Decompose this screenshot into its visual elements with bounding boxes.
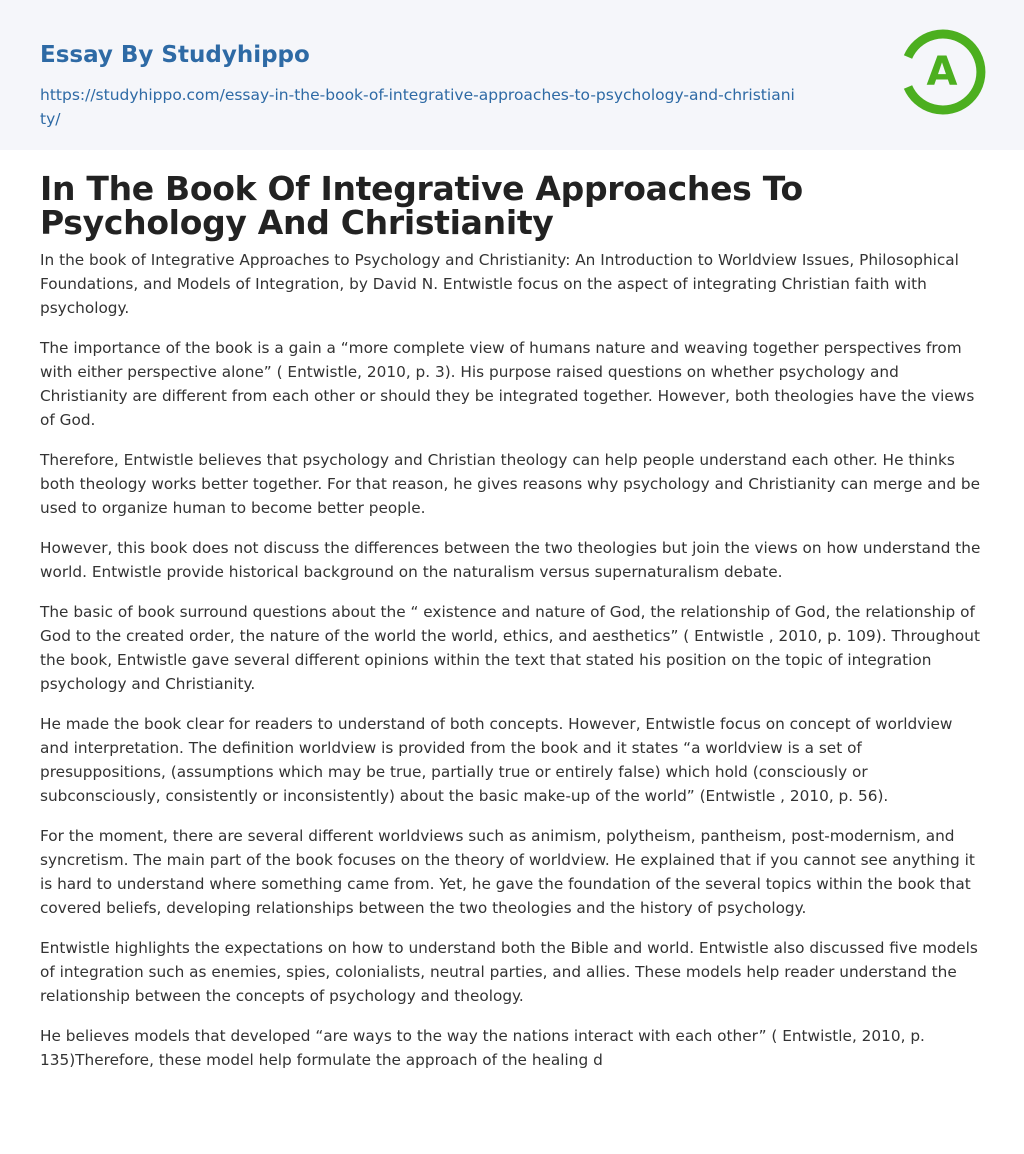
essay-paragraph: In the book of Integrative Approaches to Psychology and Christianity: An Introduction to Worldview Issues, Philosophical Foundations, and Models of Integration, by David N. Entwistle focus on the aspect of integrating Christian faith with psychology. [40,251,959,317]
logo-letter: A [926,49,958,95]
essay-content [0,169,1024,1072]
essay-paragraph: Entwistle highlights the expectations on how to understand both the Bible and world. Entwistle also discussed five models of integration such as enemies, spies, colonialists, neutral parties, and allies. These models help reader understand the relationship between the concepts of psychology and theology. [40,939,978,1005]
studyhippo-logo-icon[interactable] [900,29,986,115]
essay-title: In The Book Of Integrative Approaches To Psychology And Christianity [40,169,803,242]
essay-paragraph: He believes models that developed “are ways to the way the nations interact with each other” ( Entwistle, 2010, p. 135)Therefore, these model help formulate the approach of the healing d [40,1027,925,1069]
site-header [0,0,1024,150]
essay-paragraph: However, this book does not discuss the differences between the two theologies but join the views on how understand the world. Entwistle provide historical background on the naturalism versus supernaturalism debate. [40,539,981,581]
site-brand[interactable]: Essay By Studyhippo [40,42,310,68]
essay-url-link[interactable]: https://studyhippo.com/essay-in-the-book-of-integrative-approaches-to-psychology-and-christianity/ [40,86,795,128]
essay-paragraph: The importance of the book is a gain a “more complete view of humans nature and weaving together perspectives from with either perspective alone” ( Entwistle, 2010, p. 3). His purpose raised questions on whether psychology and Christianity are different from each other or should they be integrated together. However, both theologies have the views of God. [40,339,975,429]
essay-paragraph: Therefore, Entwistle believes that psychology and Christian theology can help people understand each other. He thinks both theology works better together. For that reason, he gives reasons why psychology and Christianity can merge and be used to organize human to become better people. [40,451,981,517]
essay-body [40,248,984,1072]
essay-paragraph: He made the book clear for readers to understand of both concepts. However, Entwistle focus on concept of worldview and interpretation. The definition worldview is provided from the book and it states “a worldview is a set of presuppositions, (assumptions which may be true, partially true or entirely false) which hold (consciously or subconsciously, consistently or inconsistently) about the basic make-up of the world” (Entwistle , 2010, p. 56). [40,715,953,805]
essay-paragraph: The basic of book surround questions about the “ existence and nature of God, the relationship of God, the relationship of God to the created order, the nature of the world the world, ethics, and aesthetics” ( Entwistle , 2010, p. 109). Throughout the book, Entwistle gave several different opinions within the text that stated his position on the topic of integration psychology and Christianity. [40,603,980,693]
essay-paragraph: For the moment, there are several different worldviews such as animism, polytheism, pantheism, post-modernism, and syncretism. The main part of the book focuses on the theory of worldview. He explained that if you cannot see anything it is hard to understand where something came from. Yet, he gave the foundation of the several topics within the book that covered beliefs, developing relationships between the two theologies and the history of psychology. [40,827,975,917]
